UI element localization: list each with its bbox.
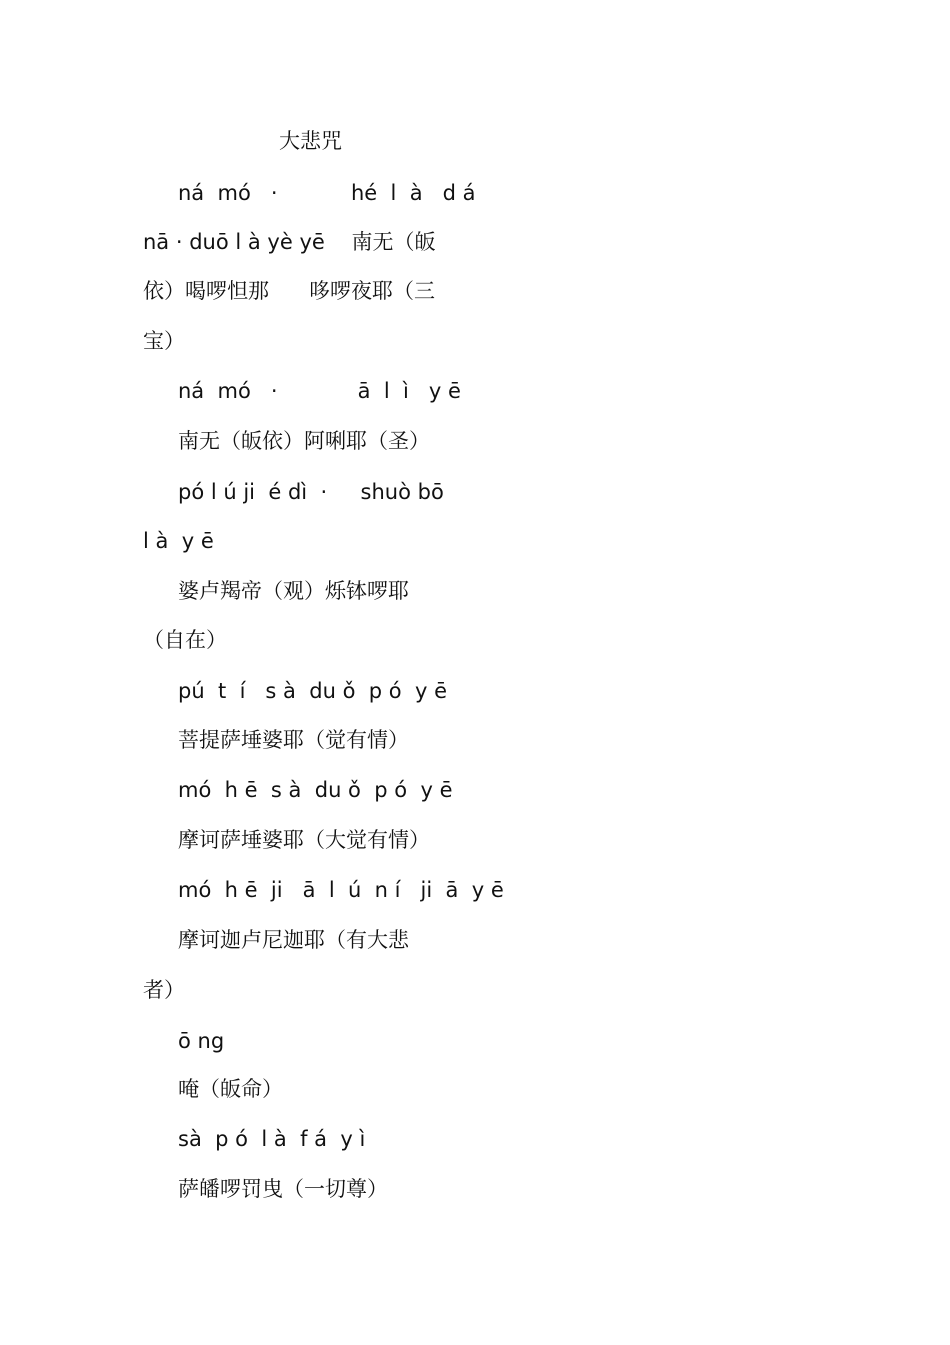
text-line: 婆卢羯帝（观）烁钵啰耶 <box>178 579 409 603</box>
text-line: nā · duō l à yè yē 南无（皈 <box>143 230 436 254</box>
document-title: 大悲咒 <box>279 129 342 153</box>
text-line: pú t í s à du ǒ p ó y ē <box>178 679 448 703</box>
text-line: 摩诃萨埵婆耶（大觉有情） <box>178 828 430 852</box>
text-line: 摩诃迦卢尼迦耶（有大悲 <box>178 928 409 952</box>
text-line: sà p ó l à f á y ì <box>178 1127 366 1151</box>
text-line: mó h ē s à du ǒ p ó y ē <box>178 778 453 802</box>
text-line: 依）喝啰怛那 哆啰夜耶（三 <box>143 279 436 303</box>
text-line: 宝） <box>143 329 185 353</box>
text-line: ná mó · ā l ì y ē <box>178 379 461 403</box>
text-line: ō ng <box>178 1029 225 1053</box>
text-line: l à y ē <box>143 529 214 553</box>
text-line: pó l ú ji é dì · shuò bō <box>178 480 444 504</box>
text-line: 萨皤啰罚曳（一切尊） <box>178 1177 388 1201</box>
text-line: mó h ē ji ā l ú n í ji ā y ē <box>178 878 504 902</box>
text-line: 菩提萨埵婆耶（觉有情） <box>178 728 409 752</box>
text-line: ná mó · hé l à d á <box>178 181 476 205</box>
text-line: 南无（皈依）阿唎耶（圣） <box>178 429 430 453</box>
text-line: 唵（皈命） <box>178 1077 283 1101</box>
text-line: （自在） <box>143 628 227 652</box>
text-line: 者） <box>143 978 185 1002</box>
